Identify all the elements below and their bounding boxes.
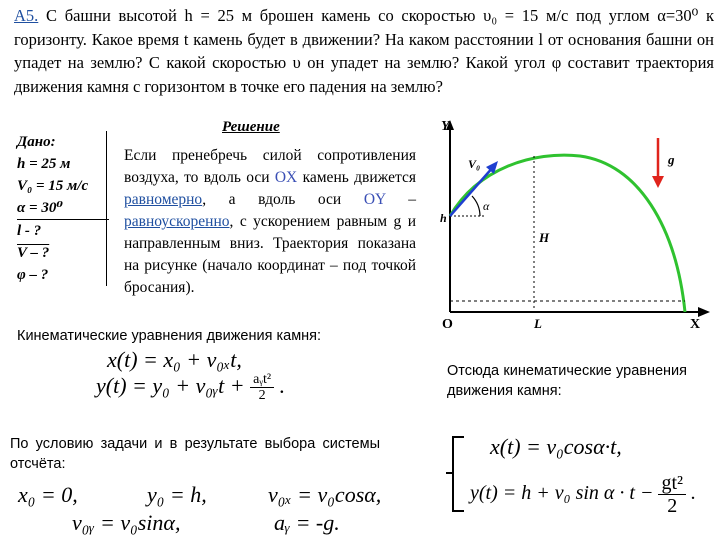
value-x0: x₀ = 0, [18, 482, 78, 507]
range-label: L [534, 316, 542, 331]
g-label: g [668, 152, 675, 167]
given-divider [106, 131, 107, 286]
final-eq-y-end: . [691, 482, 697, 505]
given-item: α = 30⁰ [17, 197, 109, 220]
kinematic-title: Кинематические уравнения движения камня: [17, 328, 322, 344]
axis-ox-label: OX [274, 169, 298, 186]
final-eq-x: x(t) = v₀cosα·t, [490, 434, 622, 459]
value-ay: aᵧ = -g. [274, 510, 340, 535]
eq-y-end: . [279, 372, 286, 398]
uniform-term: равномерно [124, 191, 203, 208]
explanation-part: Если пренебречь силой сопротивления воздуха, то вдоль оси [124, 147, 416, 186]
final-eq-y-numerator: gt² [658, 472, 686, 495]
alpha-label: α [483, 199, 490, 213]
given-title: Дано: [17, 134, 56, 150]
axis-oy-label: OY [363, 191, 386, 208]
system-brace [452, 436, 464, 512]
given-block [17, 131, 109, 286]
trajectory-diagram [438, 116, 716, 332]
condition-text: По условию задачи и в результате выбора системы отсчёта: [10, 436, 380, 472]
final-eq-y-lhs: y(t) = h + v₀ sin α · t − [470, 482, 654, 505]
value-v0x: v₀ₓ = v₀cosα, [268, 482, 382, 507]
explanation-part: – [408, 191, 417, 208]
eq-y-fraction [250, 372, 274, 404]
origin-label: O [442, 317, 453, 332]
value-y0: y₀ = h, [147, 482, 207, 507]
problem-text: С башни высотой h = 25 м брошен камень со скоростью υ₀ = 15 м/с под углом α=30⁰ к горизонту. Какое время t камень будет в движении? На каком расстоянии l от основания башни он упадет на землю? С какой скоростью υ он упадет на землю? Какой угол φ составит траектория движения камня с горизонтом в точке его падения на землю? [14, 6, 714, 96]
given-item: h = 25 м [17, 156, 71, 172]
eq-y-denominator: 2 [258, 388, 266, 404]
final-eq-y-fraction [658, 472, 686, 517]
eq-y [96, 372, 285, 404]
given-item: φ – ? [17, 267, 49, 283]
eq-y-lhs: y(t) = y₀ + v₀ᵧt + [96, 372, 245, 398]
final-eq-y-denominator: 2 [667, 495, 678, 517]
explanation-text [124, 145, 416, 299]
value-v0y: v₀ᵧ = v₀sinα, [72, 510, 181, 535]
explanation-part: , с ускорением равным g и направленным вниз. Траектория показана на рисунке (начало координат – под точкой бросания). [124, 213, 416, 296]
eq-x: x(t) = x₀ + v₀ₓt, [107, 347, 242, 372]
given-item: V₀ = 15 м/с [17, 178, 89, 194]
problem-statement [14, 4, 714, 98]
max-height-label: H [539, 230, 550, 245]
given-item: V – ? [17, 245, 50, 261]
v0-label: V₀ [468, 157, 481, 171]
solution-heading: Решение [222, 119, 280, 135]
eq-y-numerator: aᵧt² [250, 372, 274, 388]
h-label: h [440, 211, 447, 225]
y-axis-label: Y [441, 119, 450, 134]
x-axis-label: X [690, 317, 701, 332]
given-item: l - ? [17, 223, 42, 239]
explanation-part: камень движется [302, 169, 416, 186]
system-brace-tick [446, 472, 454, 474]
accelerated-term: равноускоренно [124, 213, 230, 230]
final-eq-y [470, 472, 696, 517]
explanation-part: , а вдоль оси [202, 191, 342, 208]
diagram-background [438, 116, 716, 332]
problem-label: А5. [14, 6, 39, 25]
hence-text: Отсюда кинематические уравнения движения камня: [447, 363, 687, 399]
